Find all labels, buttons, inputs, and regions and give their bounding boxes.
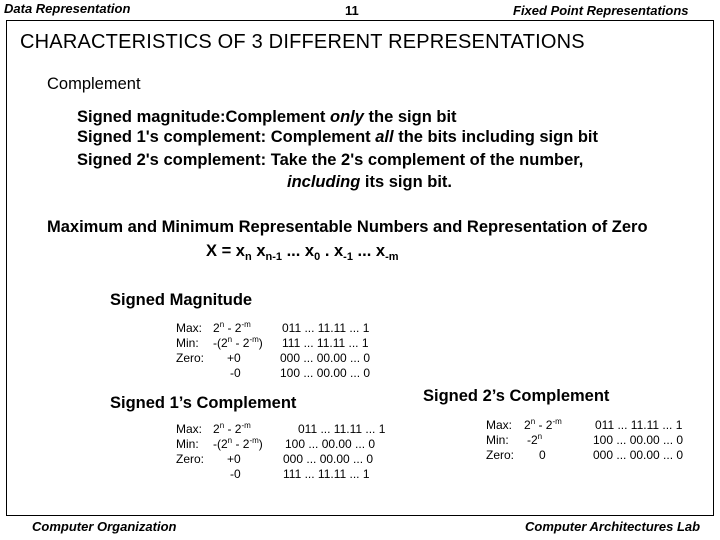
- two-text-a: Take the 2's complement of the number,: [270, 151, 584, 169]
- slide-frame-bottom: [6, 515, 714, 516]
- two-label: Signed 2's complement:: [77, 151, 267, 169]
- sm-text-b: only: [330, 108, 364, 126]
- sm-exprs: $2^n - 2^{-m}$ $-(2^n - 2^{-m})$ +0 -0: [213, 320, 263, 380]
- two-text-b: including: [287, 173, 361, 191]
- complement-one-row: [77, 128, 598, 147]
- one-text-c: the bits including sign bit: [393, 128, 599, 146]
- two-text-c: its sign bit.: [360, 173, 452, 191]
- maxmin-formula: $X = x_n$ $x_{n-1}$ ... $x_0$ . $x_{-1}$ ... $x_{-m}$: [206, 242, 399, 263]
- one-text-b: all: [375, 128, 394, 146]
- twos-exprs: $2^n - 2^{-m}$ -2$^n$ 0: [524, 417, 562, 462]
- header-left: Data Representation: [4, 1, 131, 16]
- complement-two-row: [77, 151, 583, 170]
- sm-values: 011 ... 11.11 ... 1 111 ... 11.11 ... 1 000 ... 00.00 ... 0 100 ... 00.00 ... 0: [280, 321, 371, 380]
- signed-magnitude-heading: Signed Magnitude: [110, 291, 253, 309]
- one-text-a: Complement: [270, 128, 376, 146]
- ones-exprs: $2^n - 2^{-m}$ $-(2^n - 2^{-m})$ +0 -0: [213, 421, 263, 481]
- complement-two-row-cont: [287, 173, 452, 192]
- twos-labels: Max: Min: Zero:: [486, 418, 515, 462]
- ones-values: 011 ... 11.11 ... 1 100 ... 00.00 ... 0 000 ... 00.00 ... 0 111 ... 11.11 ... 1: [283, 422, 386, 481]
- twos-values: 011 ... 11.11 ... 1 100 ... 00.00 ... 0 000 ... 00.00 ... 0: [593, 418, 684, 462]
- footer-left: Computer Organization: [32, 519, 177, 534]
- sm-text-c: the sign bit: [363, 108, 457, 126]
- maxmin-heading: Maximum and Minimum Representable Numbers and Representation of Zero: [47, 218, 648, 236]
- page-title: CHARACTERISTICS OF 3 DIFFERENT REPRESENTATIONS: [20, 31, 585, 53]
- sm-labels: Max: Min: Zero:: [176, 321, 205, 365]
- footer-right: Computer Architectures Lab: [525, 519, 701, 534]
- ones-heading: Signed 1’s Complement: [110, 394, 297, 412]
- header-right: Fixed Point Representations: [513, 3, 689, 18]
- sm-label: Signed magnitude:: [77, 108, 226, 126]
- twos-heading: Signed 2’s Complement: [423, 387, 610, 405]
- one-label: Signed 1's complement:: [77, 128, 267, 146]
- complement-sm-row: [77, 108, 457, 127]
- complement-heading: Complement: [47, 75, 141, 93]
- ones-labels: Max: Min: Zero:: [176, 422, 205, 466]
- sm-text-a: Complement: [225, 108, 331, 126]
- page-number: 11: [345, 3, 359, 18]
